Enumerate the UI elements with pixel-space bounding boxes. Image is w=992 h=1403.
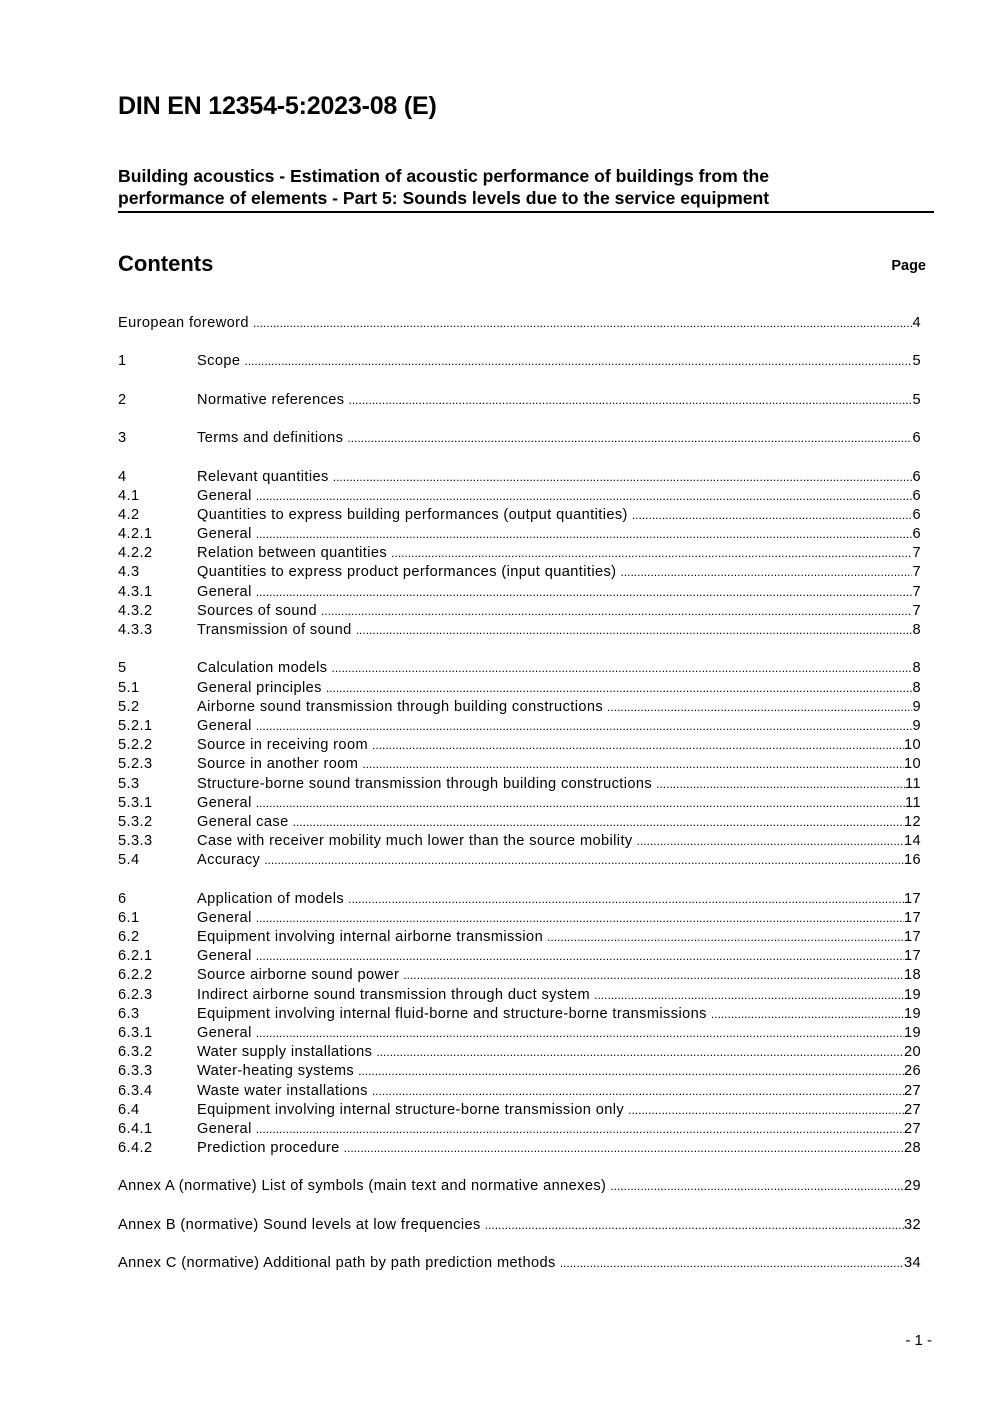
toc-entry-page: 28: [903, 1140, 921, 1157]
toc-entry[interactable]: [118, 353, 921, 372]
toc-entry-number: 6.3.1: [118, 1024, 153, 1041]
toc-dot-leader: [620, 564, 912, 580]
toc-dot-leader: [594, 987, 904, 1003]
toc-entry-number: 6.4.2: [118, 1140, 153, 1157]
toc-entry-title: Equipment involving internal fluid-borne and structure-borne transmissions: [197, 1005, 707, 1022]
toc-entry-number: 5.3.3: [118, 833, 153, 850]
subtitle-line-1: Building acoustics - Estimation of acoustic performance of buildings from the: [118, 166, 770, 186]
toc-entry-page: 11: [905, 794, 921, 811]
toc-entry-number: 4.3.3: [118, 622, 153, 638]
toc-entry-number: 5: [118, 660, 127, 677]
toc-dot-leader: [637, 833, 904, 849]
toc-dot-leader: [256, 718, 913, 734]
toc-entry[interactable]: [118, 776, 921, 795]
toc-entry-number: 5.3.1: [118, 794, 153, 811]
toc-dot-leader: [333, 469, 913, 485]
toc-entry-title: Equipment involving internal structure-borne transmission only: [197, 1101, 625, 1118]
toc-dot-leader: [344, 1140, 904, 1156]
toc-dot-leader: [349, 392, 913, 408]
toc-dot-leader: [256, 910, 904, 926]
toc-entry[interactable]: [118, 430, 921, 449]
toc-entry-title: Relation between quantities: [197, 545, 388, 562]
toc-dot-leader: [391, 545, 912, 561]
toc-dot-leader: [332, 660, 913, 676]
page-number: - 1 -: [905, 1332, 932, 1349]
toc-entry[interactable]: [118, 718, 921, 737]
toc-entry-title: Transmission of sound: [197, 622, 352, 638]
toc-entry-page: 10: [903, 756, 921, 773]
toc-dot-leader: [485, 1217, 904, 1233]
toc-entry-page: 20: [903, 1044, 921, 1061]
toc-entry-page: 17: [903, 929, 921, 945]
toc-entry-number: 6.3: [118, 1005, 140, 1022]
toc-entry-number: 6.1: [118, 909, 140, 926]
toc-entry-title: Relevant quantities: [197, 468, 329, 485]
toc-entry[interactable]: [118, 507, 921, 526]
toc-entry-page: 19: [903, 1024, 921, 1041]
toc-spacer: [118, 1236, 921, 1255]
toc-entry[interactable]: [118, 392, 921, 411]
toc-dot-leader: [356, 622, 913, 638]
toc-entry-page: 8: [912, 660, 921, 677]
toc-entry-page: 27: [903, 1101, 921, 1118]
toc-entry-title: Indirect airborne sound transmission through duct system: [197, 986, 591, 1003]
toc-entry-page: 18: [903, 967, 921, 984]
toc-entry-title: Case with receiver mobility much lower than the source mobility: [197, 833, 633, 850]
toc-dot-leader: [656, 776, 905, 792]
toc-dot-leader: [372, 737, 904, 753]
toc-entry-title: Equipment involving internal airborne transmission: [197, 929, 544, 945]
toc-entry-title: Annex B (normative) Sound levels at low frequencies: [118, 1216, 481, 1233]
toc-entry-page: 6: [912, 468, 921, 485]
toc-dot-leader: [256, 584, 913, 600]
toc-dot-leader: [372, 1083, 904, 1099]
toc-spacer: [118, 641, 921, 660]
toc-entry-page: 7: [912, 583, 921, 600]
toc-dot-leader: [253, 315, 913, 331]
toc-entry-page: 7: [912, 602, 921, 619]
toc-entry-page: 17: [903, 909, 921, 926]
toc-entry[interactable]: [118, 1044, 921, 1063]
toc-entry-title: Waste water installations: [197, 1082, 368, 1099]
toc-entry[interactable]: [118, 891, 921, 910]
toc-entry-number: 6.3.4: [118, 1082, 153, 1099]
toc-entry-page: 10: [903, 737, 921, 754]
toc-spacer: [118, 449, 921, 468]
toc-dot-leader: [560, 1255, 904, 1271]
toc-entry-number: 2: [118, 391, 127, 408]
toc-dot-leader: [347, 430, 912, 446]
toc-dot-leader: [293, 814, 904, 830]
toc-entry-page: 26: [903, 1063, 921, 1080]
toc-entry-number: 4.3.2: [118, 602, 153, 619]
toc-entry-number: 6.4.1: [118, 1120, 153, 1137]
toc-entry-page: 27: [903, 1120, 921, 1137]
toc-entry-title: Scope: [197, 353, 241, 370]
toc-entry[interactable]: [118, 814, 921, 833]
toc-entry[interactable]: [118, 1006, 921, 1025]
toc-entry-title: General: [197, 1120, 252, 1137]
toc-dot-leader: [256, 795, 905, 811]
toc-dot-leader: [264, 852, 904, 868]
toc-entry-page: 7: [912, 564, 921, 581]
toc-entry-title: Annex C (normative) Additional path by path prediction methods: [118, 1255, 556, 1272]
toc-dot-leader: [256, 1121, 904, 1137]
toc-entry[interactable]: [118, 1140, 921, 1159]
toc-dot-leader: [321, 603, 912, 619]
toc-entry[interactable]: [118, 488, 921, 507]
toc-entry-title: General: [197, 1024, 252, 1041]
toc-entry[interactable]: [118, 1025, 921, 1044]
toc-dot-leader: [376, 1044, 904, 1060]
toc-entry-page: 14: [903, 833, 921, 850]
toc-entry[interactable]: [118, 1255, 921, 1274]
toc-entry-title: General: [197, 487, 252, 504]
toc-dot-leader: [362, 756, 904, 772]
toc-entry[interactable]: [118, 1102, 921, 1121]
toc-entry-title: Quantities to express building performances (output quantities): [197, 506, 628, 523]
toc-entry-page: 6: [912, 506, 921, 523]
toc-entry-title: Structure-borne sound transmission through building constructions: [197, 775, 653, 792]
toc-entry-page: 34: [903, 1255, 921, 1272]
toc-entry-page: 7: [912, 545, 921, 562]
toc-spacer: [118, 1198, 921, 1217]
toc-entry-number: 6.3.3: [118, 1063, 153, 1080]
toc-entry[interactable]: [118, 910, 921, 929]
toc-entry-page: 19: [903, 986, 921, 1003]
toc-entry-page: 17: [903, 948, 921, 965]
toc-entry-title: Source in another room: [197, 756, 359, 773]
toc-spacer: [118, 411, 921, 430]
toc-entry-title: European foreword: [118, 315, 249, 331]
toc-dot-leader: [628, 1102, 904, 1118]
toc-entry-title: Quantities to express product performances (input quantities): [197, 564, 617, 581]
toc-entry-number: 5.3: [118, 775, 140, 792]
toc-entry[interactable]: [118, 948, 921, 967]
toc-entry-number: 1: [118, 353, 127, 370]
toc-entry-page: 16: [903, 852, 921, 869]
toc-entry-page: 9: [912, 698, 921, 715]
toc-entry-title: Normative references: [197, 391, 345, 408]
toc-dot-leader: [610, 1178, 904, 1194]
toc-entry-page: 17: [903, 890, 921, 907]
toc-dot-leader: [358, 1063, 904, 1079]
toc-entry-title: General: [197, 717, 252, 734]
toc-entry-number: 3: [118, 430, 127, 447]
toc-entry-title: Source airborne sound power: [197, 967, 400, 984]
toc-entry[interactable]: [118, 929, 921, 948]
toc-entry[interactable]: [118, 756, 921, 775]
toc-dot-leader: [632, 507, 913, 523]
toc-entry-page: 8: [912, 679, 921, 696]
toc-entry-title: General principles: [197, 679, 322, 696]
toc-entry-title: Accuracy: [197, 852, 261, 869]
toc-entry-title: Calculation models: [197, 660, 328, 677]
toc-entry-title: Airborne sound transmission through building constructions: [197, 698, 604, 715]
toc-entry[interactable]: [118, 833, 921, 852]
toc-spacer: [118, 373, 921, 392]
toc-entry[interactable]: [118, 315, 921, 334]
document-subtitle: [118, 165, 934, 213]
toc-entry-number: 5.1: [118, 679, 140, 696]
toc-dot-leader: [607, 699, 912, 715]
toc-entry-number: 4.2: [118, 506, 140, 523]
toc-dot-leader: [403, 967, 904, 983]
toc-entry-number: 4.3.1: [118, 583, 153, 600]
toc-entry-title: Source in receiving room: [197, 737, 369, 754]
toc-entry[interactable]: [118, 987, 921, 1006]
toc-entry-title: Annex A (normative) List of symbols (main text and normative annexes): [118, 1178, 607, 1195]
toc-entry-title: General: [197, 909, 252, 926]
toc-entry-title: Water-heating systems: [197, 1063, 355, 1080]
toc-entry-number: 6.2.3: [118, 986, 153, 1003]
toc-entry-title: Water supply installations: [197, 1044, 373, 1061]
subtitle-line-2: performance of elements - Part 5: Sounds levels due to the service equipment: [118, 188, 770, 208]
toc-entry-page: 4: [912, 315, 921, 331]
toc-entry[interactable]: [118, 967, 921, 986]
toc-entry-number: 4.3: [118, 564, 140, 581]
toc-entry-number: 5.2.3: [118, 756, 153, 773]
table-of-contents: [118, 315, 921, 1274]
toc-entry-number: 5.2.1: [118, 717, 153, 734]
toc-entry-page: 6: [912, 526, 921, 543]
toc-entry-page: 8: [912, 622, 921, 638]
toc-dot-leader: [256, 1025, 904, 1041]
page-column-heading: Page: [891, 258, 926, 274]
toc-entry-number: 4.1: [118, 487, 140, 504]
toc-entry-page: 9: [912, 717, 921, 734]
toc-entry-page: 12: [903, 813, 921, 830]
toc-entry[interactable]: [118, 584, 921, 603]
toc-entry[interactable]: [118, 680, 921, 699]
toc-entry-number: 5.2: [118, 698, 140, 715]
toc-spacer: [118, 871, 921, 890]
toc-entry[interactable]: [118, 660, 921, 679]
toc-dot-leader: [326, 680, 913, 696]
toc-entry-page: 32: [903, 1216, 921, 1233]
toc-entry[interactable]: [118, 603, 921, 622]
toc-entry[interactable]: [118, 469, 921, 488]
toc-entry-page: 29: [903, 1178, 921, 1195]
toc-dot-leader: [547, 929, 904, 945]
toc-entry-number: 4.2.1: [118, 526, 153, 543]
toc-entry-number: 6.2.2: [118, 967, 153, 984]
toc-entry-title: Sources of sound: [197, 602, 317, 619]
toc-entry[interactable]: [118, 622, 921, 641]
toc-entry-title: General: [197, 794, 252, 811]
toc-dot-leader: [711, 1006, 904, 1022]
contents-heading: Contents: [118, 251, 214, 276]
toc-entry-number: 4: [118, 468, 127, 485]
toc-entry-title: Application of models: [197, 890, 345, 907]
toc-dot-leader: [256, 948, 904, 964]
toc-entry-page: 27: [903, 1082, 921, 1099]
toc-spacer: [118, 334, 921, 353]
toc-entry-title: Prediction procedure: [197, 1140, 340, 1157]
toc-entry-title: General case: [197, 813, 289, 830]
toc-entry-number: 5.2.2: [118, 737, 153, 754]
toc-dot-leader: [256, 526, 913, 542]
toc-entry-number: 4.2.2: [118, 545, 153, 562]
toc-entry[interactable]: [118, 1083, 921, 1102]
toc-entry-title: Terms and definitions: [197, 430, 344, 447]
toc-entry[interactable]: [118, 545, 921, 564]
toc-dot-leader: [348, 891, 904, 907]
toc-dot-leader: [256, 488, 913, 504]
toc-entry-number: 5.3.2: [118, 813, 153, 830]
toc-entry[interactable]: [118, 737, 921, 756]
document-id: DIN EN 12354-5:2023-08 (E): [118, 92, 437, 120]
toc-entry[interactable]: [118, 1217, 921, 1236]
toc-entry-number: 6.2.1: [118, 948, 153, 965]
toc-spacer: [118, 1159, 921, 1178]
toc-entry-number: 6.3.2: [118, 1044, 153, 1061]
toc-entry-number: 6.4: [118, 1101, 140, 1118]
toc-entry-page: 6: [912, 430, 921, 447]
toc-entry-number: 6.2: [118, 929, 140, 945]
toc-entry[interactable]: [118, 564, 921, 583]
toc-entry-number: 6: [118, 890, 127, 907]
toc-entry-page: 5: [912, 391, 921, 408]
toc-entry[interactable]: [118, 1063, 921, 1082]
toc-entry[interactable]: [118, 1178, 921, 1197]
toc-dot-leader: [244, 353, 912, 369]
toc-entry-page: 19: [903, 1005, 921, 1022]
toc-entry-number: 5.4: [118, 852, 140, 869]
toc-entry[interactable]: [118, 526, 921, 545]
toc-entry[interactable]: [118, 795, 921, 814]
toc-entry-page: 6: [912, 487, 921, 504]
toc-entry-page: 11: [905, 775, 921, 792]
toc-entry-title: General: [197, 526, 252, 543]
toc-entry[interactable]: [118, 699, 921, 718]
toc-entry-title: General: [197, 948, 252, 965]
toc-entry-page: 5: [912, 353, 921, 370]
toc-entry-title: General: [197, 583, 252, 600]
toc-entry[interactable]: [118, 852, 921, 871]
toc-entry[interactable]: [118, 1121, 921, 1140]
